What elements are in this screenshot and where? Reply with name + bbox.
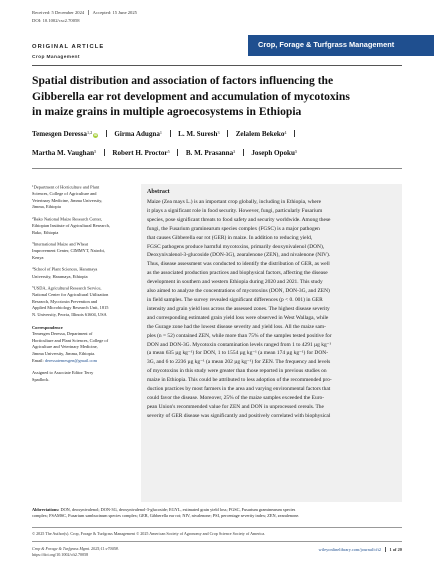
abstract-line: FGSC pathogens produce harmful mycotoxins, primarily deoxynivalenol (DON), (147, 243, 325, 250)
abstract-line: species, pose significant threats to food safety and security worldwide. Among these (147, 216, 331, 223)
abbreviations: Abbreviations: DON, deoxynivalenol; DON-3G, deoxynivalenol-3-glucoside; EGYL, estimated grain yield loss; FGSC, Fusarium graminearum species complex; FSAMSC, Fusarium sambucinum species complex; GER, Gibberella ear rot; NIV, nivalenone; PSI, percentage severity index; ZEN, zearalenone. (32, 507, 300, 519)
abstract-line: pean Union's recommended value for ZEN and DON in unprocessed cereals. The (147, 403, 324, 410)
journal-banner (248, 35, 434, 56)
title-line: Gibberella ear rot development and accumulation of mycotoxins (32, 89, 350, 103)
author-name[interactable]: Martha M. Vaughan (32, 149, 95, 157)
page-number: 1 of 20 (389, 547, 402, 552)
abstract-line: could favor the disease. Moreover, 25% of the maize samples exceeded the Euro- (147, 394, 325, 401)
abstract-line: severity of GER disease was significantly and positively correlated with biophysical (147, 412, 331, 419)
footer-rule (32, 541, 402, 542)
abstract-line: and corresponding estimated grain yield loss were observed in West Wallaga, while (147, 314, 329, 321)
correspondence: Correspondence Temesgen Deressa, Department of Horticulture and Plant Sciences, College of Agriculture and Veterinary Medicine, Jimma University, Jimma, Ethiopia. Email: deressatemesgen@gmail.com (32, 325, 134, 365)
title-line: Spatial distribution and association of factors influencing the (32, 74, 334, 87)
abstract-line: as the associated production practices and biophysical factors, affecting the disease (147, 270, 328, 277)
article-title (32, 73, 402, 120)
abstract-line: that causes Gibberella ear rot (GER) in maize. In addition to reducing yield, (147, 234, 313, 241)
abstract-box (141, 184, 402, 502)
accepted-date: Accepted: 15 June 2025 (92, 10, 137, 15)
received-accepted-dates (32, 10, 137, 15)
email-link[interactable]: deressatemesgen@gmail.com (44, 357, 98, 363)
abstract-heading: Abstract (147, 189, 170, 195)
abstract-line: the Gurage zone had the lowest disease severity and yield loss. All the maize sam- (147, 323, 326, 330)
abstract-line: ples (n = 52) contained ZEN, while more than 75% of the samples tested positive for (147, 332, 332, 339)
abstract-line: in field samples. The survey revealed significant differences (p < 0. 001) in GER (147, 296, 323, 303)
affiliations-column (32, 183, 134, 383)
author-name[interactable]: Joseph Opoku (251, 149, 295, 157)
abstract-line: development in southern and western Ethiopia during 2020 and 2021. This study (147, 279, 323, 286)
author-name[interactable]: Robert H. Proctor (112, 149, 168, 157)
affiliation: $^3$International Maize and Wheat Improvement Center, CIMMYT, Nairobi, Kenya (32, 241, 105, 260)
abstract-line: maize in Ethiopia. This could be attributed to less adoption of the recommended pro- (147, 377, 332, 384)
abstract-line: (a mean 635 µg kg⁻¹) for DON, 1 to 1554 µg kg⁻¹ (a mean 174 µg kg⁻¹) for DON- (147, 350, 329, 357)
article-doi[interactable]: DOI: 10.1002/csc2.70058 (32, 18, 80, 23)
author-name[interactable]: Zelalem Bekeko (235, 130, 285, 138)
author-list: Temesgen Deressa$^{1,2}$ iD Girma Adugna$^1$ L. M. Suresh$^3$ Zelalem Bekeko$^4$ Martha M. Vaughan$^5$ Robert H. Proctor$^5$ B. M. Prasanna$^3$ Joseph Opoku$^5$ (32, 130, 298, 157)
affiliation: $^4$School of Plant Sciences, Haramaya University, Haramaya, Ethiopia (32, 266, 98, 279)
abstract-line: fungi, the Fusarium graminearum species complex (FGSC) is a major pathogen (147, 225, 320, 232)
abstract-line: DON and DON-3G. Mycotoxin contamination levels ranged from 1 to 4291 µg kg⁻¹ (147, 341, 332, 348)
author-name[interactable]: Temesgen Deressa (32, 130, 87, 138)
copyright-notice: © 2025 The Author(s). Crop, Forage & Turfgrass Management © 2025 American Society of Agronomy and Crop Science Society of America. (32, 531, 266, 536)
abstract-line: Deoxynivalenol-3-glucoside (DON-3G), zearalenone (ZEN), and nivalenone (NIV). (147, 252, 331, 259)
author-name[interactable]: L. M. Suresh (178, 130, 218, 138)
footer-citation: Crop & Forage & Turfgrass Mgmt. 2025;11:e70058. https://doi.org/10.1002/cft2.70058 (32, 546, 119, 557)
author-rule (32, 168, 402, 169)
footer-right (319, 547, 402, 552)
author-name[interactable]: Girma Adugna (114, 130, 160, 138)
title-line: in maize grains in multiple agroecosystems in Ethiopia (32, 105, 302, 119)
abstract-line: it plays a significant role in food security. However, fungi, particularly Fusarium (147, 207, 323, 214)
abstract-text (147, 198, 396, 421)
received-date: Received: 5 December 2024 (32, 10, 85, 15)
abstract-line: Thus, disease assessment was conducted to identify the distribution of GER, as well (147, 261, 330, 268)
correspondence-heading: Correspondence (32, 324, 63, 330)
affiliation: $^1$Department of Horticulture and Plant Sciences, College of Agriculture and Veterinary Medicine, Jimma University, Jimma, Ethiopia (32, 184, 103, 210)
journal-link[interactable]: wileyonlinelibrary.com/journal/cft2 (318, 547, 382, 552)
header-rule (32, 65, 402, 66)
abstract-line: duction practices by most farmers in the area and varying environmental factors that (147, 386, 331, 393)
abstract-line: intensity and grain yield loss across the assessed zones. The highest disease severity (147, 305, 330, 312)
affiliation: $^2$Bako National Maize Research Center, Ethiopian Institute of Agricultural Research, Bako, Ethiopia (32, 215, 110, 235)
article-type: ORIGINAL ARTICLE (32, 44, 105, 50)
orcid-icon[interactable]: iD (94, 133, 98, 137)
article-section: Crop Management (32, 55, 80, 60)
footer-rule (32, 527, 402, 528)
abstract-line: 3G, and 6 to 2236 µg kg⁻¹ (a mean 202 µg kg⁻¹) for ZEN. The frequency and levels (147, 359, 331, 366)
author-name[interactable]: B. M. Prasanna (185, 149, 234, 157)
journal-name: Crop, Forage & Turfgrass Management (258, 40, 395, 49)
abstract-line: of mycotoxins in this study were greater than those reported in previous studies on (147, 368, 327, 375)
abstract-line: Maize (Zea mays L.) is an important crop globally, including in Ethiopia, where (147, 199, 322, 205)
abstract-line: also aimed to analyze the concentrations of mycotoxins (DON, DON-3G, and ZEN) (147, 288, 330, 295)
affiliation: $^5$USDA, Agricultural Research Service, National Center for Agricultural Utilization Research, Mycotoxin Prevention and Applied Microbiology Research Unit, 1815 N. University, Peoria, Illinois 61604, USA (32, 285, 109, 317)
footer-doi-link[interactable]: https://doi.org/10.1002/cft2.70058 (32, 552, 89, 557)
assigned-editor: Assigned to Associate Editor Terry Spadlock. (32, 370, 94, 382)
